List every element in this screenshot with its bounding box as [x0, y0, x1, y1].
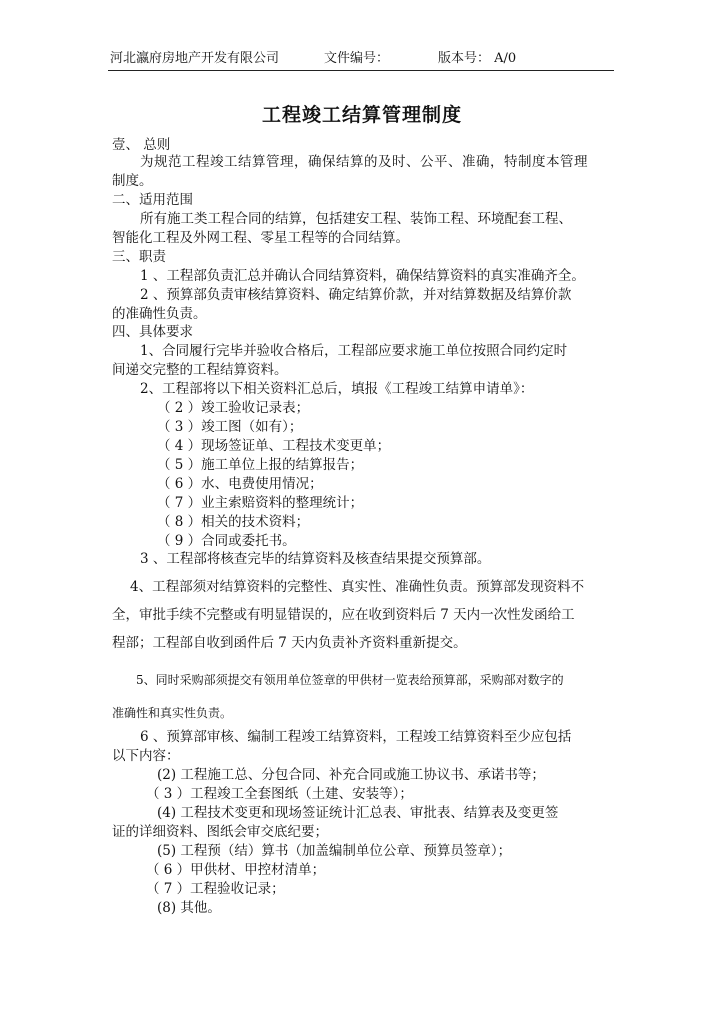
header-company: 河北瀛府房地产开发有限公司 [110, 51, 280, 66]
paragraph-line: 为规范工程竣工结算管理，确保结算的及时、公平、准确，特制度本管理 [140, 154, 588, 170]
header-version: 版本号： A/0 [438, 51, 517, 66]
paragraph-line: 间递交完整的工程结算资料。 [112, 362, 288, 378]
paragraph-line: 制度。 [112, 173, 153, 189]
list-item: （ 3 ）竣工图（如有）； [157, 419, 303, 435]
header-doc-number: 文件编号： [324, 51, 390, 66]
section-heading: 四、具体要求 [112, 324, 193, 340]
paragraph-line: 4、工程部须对结算资料的完整性、真实性、准确性负责。预算部发现资料不 [130, 579, 585, 595]
list-item: （ 9 ）合同或委托书。 [157, 533, 296, 549]
paragraph-line: 5、同时采购部须提交有领用单位签章的甲供材一览表给预算部，采购部对数字的 [136, 673, 564, 687]
list-item: （ 7 ）业主索赔资料的整理统计； [157, 495, 364, 511]
list-item: (2) 工程施工总、分包合同、补充合同或施工协议书、承诺书等； [157, 767, 545, 783]
list-item: （ 7 ）工程验收记录； [146, 881, 285, 897]
paragraph-line: 全，审批手续不完整或有明显错误的，应在收到资料后 7 天内一次性发函给工 [112, 607, 575, 623]
paragraph-line: 智能化工程及外网工程、零星工程等的合同结算。 [112, 230, 409, 246]
list-item: （ 3 ）工程竣工全套图纸（土建、安装等）； [146, 786, 413, 802]
paragraph-line: 程部；工程部自收到函件后 7 天内负责补齐资料重新提交。 [112, 635, 467, 651]
paragraph-line: 以下内容： [112, 748, 180, 764]
paragraph-line: 2、工程部将以下相关资料汇总后，填报《工程竣工结算申请单》： [140, 381, 534, 397]
paragraph-line: 准确性和真实性负责。 [112, 706, 233, 720]
list-item: （ 8 ）相关的技术资料； [157, 514, 310, 530]
section-heading: 三、职责 [112, 249, 166, 265]
paragraph-line: 3 、工程部将核查完毕的结算资料及核查结果提交预算部。 [140, 551, 491, 567]
list-item: (4) 工程技术变更和现场签证统计汇总表、审批表、结算表及变更签 [157, 805, 559, 821]
paragraph-line: 2 、预算部负责审核结算资料、确定结算价款，并对结算数据及结算价款 [140, 287, 572, 303]
list-item: （ 6 ）水、电费使用情况； [157, 476, 323, 492]
page-title: 工程竣工结算管理制度 [261, 104, 462, 126]
list-item: (8) 其他。 [157, 900, 221, 916]
list-item: （ 6 ）甲供材、甲控材清单； [146, 862, 326, 878]
list-item: (5) 工程预（结）算书（加盖编制单位公章、预算员签章）； [157, 843, 512, 859]
section-heading: 壹、 总则 [112, 137, 171, 153]
paragraph-line: 6 、预算部审核、编制工程竣工结算资料，工程竣工结算资料至少应包括 [140, 729, 572, 745]
paragraph-line: 的准确性负责。 [112, 306, 207, 322]
paragraph-line: 证的详细资料、图纸会审交底纪要； [112, 824, 328, 840]
paragraph-line: 1、合同履行完毕并验收合格后，工程部应要求施工单位按照合同约定时 [140, 343, 568, 359]
list-item: （ 5 ）施工单位上报的结算报告； [157, 457, 364, 473]
paragraph-line: 所有施工类工程合同的结算，包括建安工程、装饰工程、环境配套工程、 [140, 211, 572, 227]
page-header [108, 50, 614, 71]
list-item: （ 2 ）竣工验收记录表； [157, 400, 310, 416]
paragraph-line: 1 、工程部负责汇总并确认合同结算资料，确保结算资料的真实准确齐全。 [140, 268, 585, 284]
list-item: （ 4 ）现场签证单、工程技术变更单； [157, 438, 391, 454]
section-heading: 二、适用范围 [112, 192, 193, 208]
